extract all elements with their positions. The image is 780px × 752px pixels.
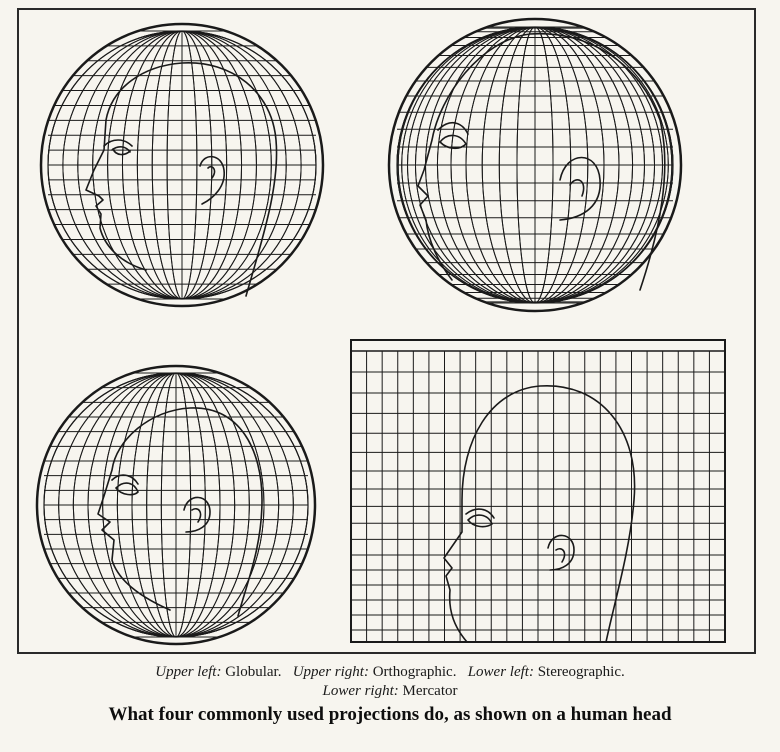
caption-upper-right-value: Orthographic.	[372, 664, 457, 680]
orthographic-graticule	[397, 27, 673, 303]
caption-line-2	[0, 683, 780, 700]
caption-lower-left-label: Lower left:	[467, 664, 534, 680]
stereographic-graticule	[44, 373, 308, 637]
mercator-graticule	[351, 351, 725, 642]
mercator-head-outline	[444, 386, 635, 642]
caption-upper-left-label: Upper left:	[155, 664, 222, 680]
orthographic-projection-head	[389, 19, 681, 311]
caption-lower-right-label: Lower right:	[322, 683, 399, 699]
caption-upper-left-value: Globular.	[225, 664, 282, 680]
figure-headline: What four commonly used projections do, as shown on a human head	[108, 704, 672, 725]
caption-line-1	[0, 664, 780, 681]
caption-upper-right-label: Upper right:	[292, 664, 369, 680]
globular-projection-head	[41, 24, 323, 306]
caption-lower-right-value: Mercator	[402, 683, 458, 699]
stereographic-projection-head	[37, 366, 315, 644]
stereographic-head-outline	[98, 408, 262, 616]
caption-lower-left-value: Stereographic.	[537, 664, 625, 680]
mercator-projection-head	[351, 340, 725, 642]
